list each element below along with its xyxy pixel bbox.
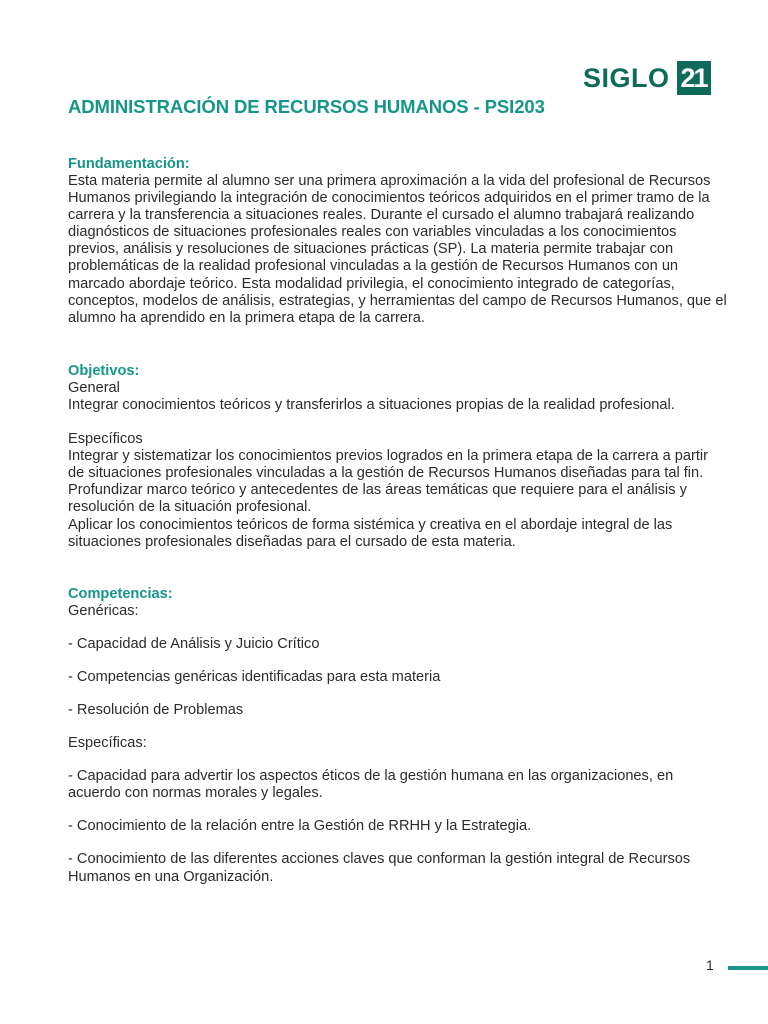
spacer [68, 414, 728, 431]
objetivos-general-text: Integrar conocimientos teóricos y transferirlos a situaciones propias de la realidad profesional. [68, 396, 675, 413]
document-body [68, 155, 728, 886]
siglo21-logo [583, 60, 711, 96]
logo-word: SIGLO [583, 63, 670, 93]
page-number: 1 [706, 957, 714, 973]
objetivo-especifico-item: Aplicar los conocimientos teóricos de forma sistémica y creativa en el abordaje integral de las situaciones profesionales diseñadas para el cursado de esta materia. [68, 516, 673, 550]
section-fundamentacion [68, 155, 728, 327]
fundamentacion-heading: Fundamentación: [68, 156, 190, 172]
section-objetivos [68, 362, 728, 551]
spacer [68, 620, 728, 636]
logo-number-badge: 21 [677, 61, 711, 95]
competencia-generica-item: - Resolución de Problemas [68, 701, 244, 718]
spacer [68, 719, 728, 735]
document-title: ADMINISTRACIÓN DE RECURSOS HUMANOS - PSI203 [68, 96, 545, 117]
footer-accent-line [728, 966, 768, 970]
objetivos-heading: Objetivos: [68, 362, 140, 379]
spacer [68, 653, 728, 669]
spacer [68, 802, 728, 818]
competencias-heading: Competencias: [68, 585, 173, 602]
competencias-especificas-label: Específicas: [68, 735, 147, 752]
competencia-generica-item: - Competencias genéricas identificadas para esta materia [68, 668, 441, 685]
objetivos-general-label: General [68, 379, 120, 396]
competencia-especifica-item: - Conocimiento de las diferentes acciones claves que conforman la gestión integral de Recursos Humanos en una Organización. [68, 851, 691, 885]
spacer [68, 835, 728, 851]
fundamentacion-text: Esta materia permite al alumno ser una primera aproximación a la vida del profesional de Recursos Humanos privilegiando la integración de conocimientos teóricos adquiridos en el primer tramo de la carrera y la transferencia a situaciones reales. Durante el cursado el alumno trabajará realizando diagnósticos de situaciones profesionales reales con variables vinculadas a los conocimientos previos, análisis y resoluciones de situaciones prácticas (SP). La materia permite trabajar con problemáticas de la realidad profesional vinculadas a la gestión de Recursos Humanos con un marcado abordaje teórico. Esta modalidad privilegia, el conocimiento integrado de categorías, conceptos, modelos de análisis, estrategias, y herramientas del campo de Recursos Humanos, que el alumno ha aprendido en la primera etapa de la carrera. [68, 173, 727, 326]
spacer [68, 752, 728, 768]
competencia-especifica-item: - Capacidad para advertir los aspectos éticos de la gestión humana en las organizaciones, en acuerdo con normas morales y legales. [68, 768, 674, 802]
section-competencias [68, 585, 728, 886]
objetivo-especifico-item: Integrar y sistematizar los conocimientos previos logrados en la primera etapa de la carrera a partir de situaciones profesionales vinculadas a la gestión de Recursos Humanos diseñadas para tal fin. [68, 448, 708, 482]
competencias-genericas-label: Genéricas: [68, 602, 139, 619]
competencia-generica-item: - Capacidad de Análisis y Juicio Crítico [68, 635, 320, 652]
objetivos-especificos-label: Específicos [68, 431, 143, 448]
competencia-especifica-item: - Conocimiento de la relación entre la Gestión de RRHH y la Estrategia. [68, 818, 532, 835]
spacer [68, 686, 728, 702]
objetivo-especifico-item: Profundizar marco teórico y antecedentes de las áreas temáticas que requiere para el análisis y resolución de la situación profesional. [68, 482, 687, 516]
